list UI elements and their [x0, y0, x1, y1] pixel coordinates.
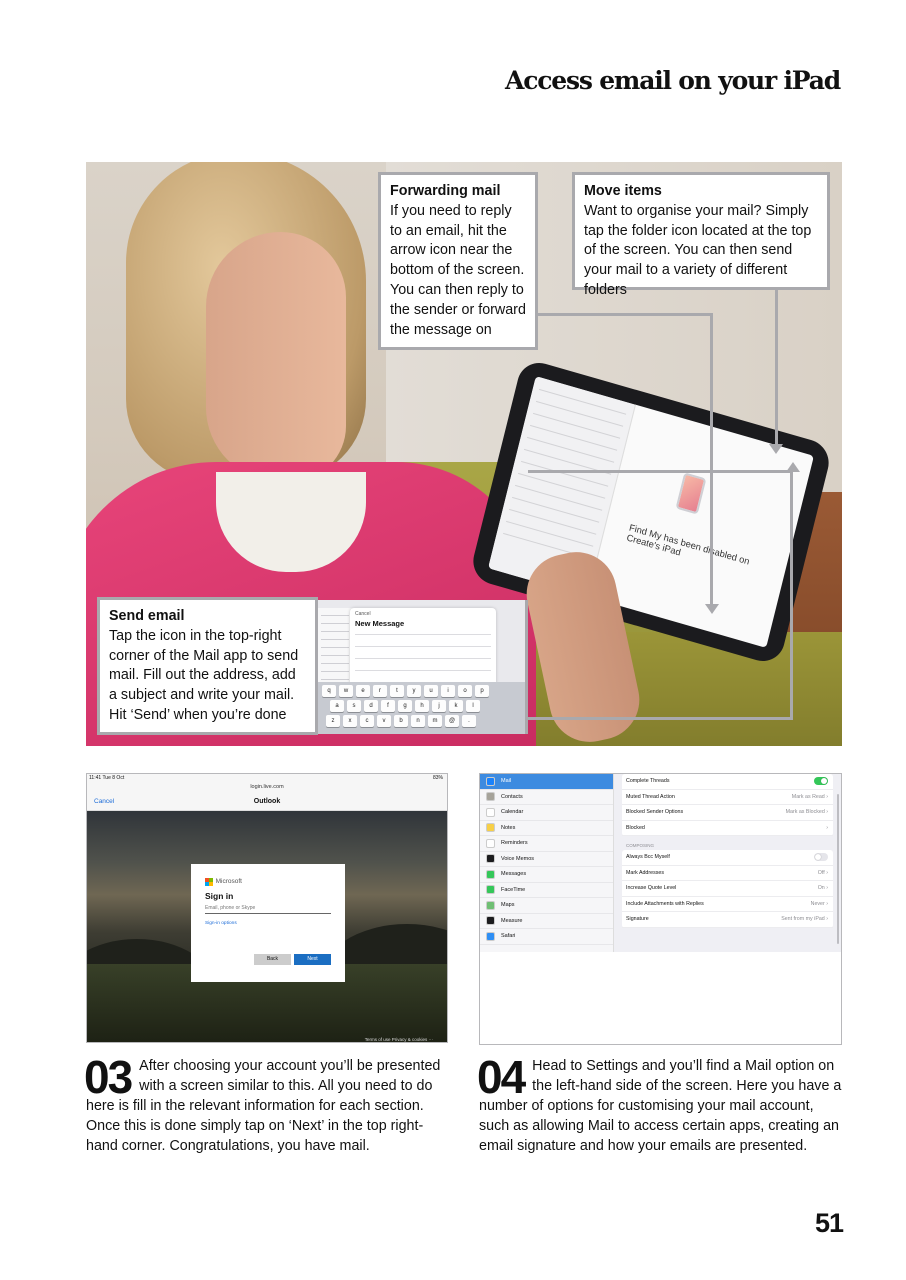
composing-group	[622, 850, 833, 928]
key-s[interactable]: s	[347, 700, 361, 712]
sidebar-item-voice-memos[interactable]	[480, 852, 613, 868]
setting-increase-quote-level[interactable]	[622, 881, 833, 897]
callout-body: Tap the icon in the top-right corner of the Mail app to send mail. Fill out the address, add a subject and write your mail. Hit ‘Send’ when you’re done	[109, 627, 299, 723]
sidebar-item-reminders[interactable]	[480, 836, 613, 852]
key-k[interactable]: k	[449, 700, 463, 712]
key-g[interactable]: g	[398, 700, 412, 712]
cancel-button[interactable]: Cancel	[94, 798, 115, 805]
onscreen-keyboard	[318, 682, 528, 734]
step-text: Head to Settings and you’ll find a Mail option on the left-hand side of the screen. Here you have a number of options for customising your mail account, such as allowing Mail to access certain apps, creating an email signature and how your emails are presented.	[479, 1058, 842, 1154]
key-x[interactable]: x	[343, 715, 357, 727]
key-j[interactable]: j	[432, 700, 446, 712]
callout-heading: Forwarding mail	[390, 183, 501, 199]
setting-value: Mark as Blocked ›	[785, 809, 828, 816]
arrow-up-icon	[786, 462, 800, 472]
setting-value: ›	[826, 824, 828, 831]
key-y[interactable]: y	[407, 685, 421, 697]
reminders-icon	[486, 839, 495, 848]
url-bar[interactable]: login.live.com	[250, 784, 284, 790]
sidebar-item-label: Calendar	[501, 809, 524, 816]
callout-body: If you need to reply to an email, hit the arrow icon near the bottom of the screen. You can then reply to the sender or forward the message on	[390, 202, 526, 338]
sidebar-item-notes[interactable]	[480, 821, 613, 837]
callout-send-email	[97, 597, 318, 735]
callout-heading: Send email	[109, 608, 185, 624]
setting-label: Mark Addresses	[626, 869, 664, 876]
mail-icon	[486, 777, 495, 786]
mail-settings-pane	[613, 774, 841, 952]
connector-move	[775, 290, 778, 444]
messages-icon	[486, 870, 495, 879]
toggle-switch[interactable]	[814, 777, 828, 785]
sidebar-item-label: FaceTime	[501, 886, 526, 893]
key-v[interactable]: v	[377, 715, 391, 727]
signin-card	[191, 864, 345, 982]
woman-face	[206, 232, 346, 482]
setting-label: Complete Threads	[626, 778, 670, 785]
sidebar-item-contacts[interactable]	[480, 790, 613, 806]
threading-group	[622, 774, 833, 836]
callout-body: Want to organise your mail? Simply tap the folder icon located at the top of the screen. You can then send your mail to a variety of different folders	[584, 202, 812, 298]
calendar-icon	[486, 808, 495, 817]
sidebar-item-measure[interactable]	[480, 914, 613, 930]
setting-label: Include Attachments with Replies	[626, 900, 704, 907]
setting-value: On ›	[817, 885, 828, 892]
setting-label: Muted Thread Action	[626, 793, 675, 800]
sidebar-item-label: Notes	[501, 824, 516, 831]
key-f[interactable]: f	[381, 700, 395, 712]
sidebar-item-calendar[interactable]	[480, 805, 613, 821]
cc-field[interactable]	[355, 646, 491, 647]
signin-options-link[interactable]: Sign-in options	[205, 920, 237, 926]
voice-memos-icon	[486, 854, 495, 863]
key-c[interactable]: c	[360, 715, 374, 727]
setting-muted-thread-action[interactable]	[622, 790, 833, 806]
setting-label: Blocked Sender Options	[626, 809, 684, 816]
scrollbar[interactable]	[837, 794, 839, 944]
sidebar-item-label: Contacts	[501, 793, 523, 800]
step-03	[84, 1051, 448, 1156]
subject-field[interactable]	[355, 658, 491, 659]
key-t[interactable]: t	[390, 685, 404, 697]
mail-settings-screenshot	[479, 773, 842, 1045]
battery-status: 83%	[432, 775, 443, 781]
signin-heading: Sign in	[205, 890, 234, 901]
setting-value: Never ›	[810, 900, 828, 907]
microsoft-logo	[205, 878, 331, 886]
key-d[interactable]: d	[364, 700, 378, 712]
key-h[interactable]: h	[415, 700, 429, 712]
sidebar-item-label: Reminders	[501, 840, 528, 847]
outlook-signin-screenshot	[86, 773, 448, 1043]
body-field[interactable]	[355, 670, 491, 671]
measure-icon	[486, 916, 495, 925]
key-p[interactable]: p	[475, 685, 489, 697]
key-l[interactable]: l	[466, 700, 480, 712]
key-z[interactable]: z	[326, 715, 340, 727]
logo-square	[205, 882, 209, 886]
logo-square	[205, 878, 209, 882]
setting-label: Increase Quote Level	[626, 885, 677, 892]
sidebar-item-mail[interactable]	[480, 774, 613, 790]
keyboard-row	[322, 700, 524, 712]
step-text: After choosing your account you’ll be presented with a screen similar to this. All you need to do here is fill in the relevant information for each section. Once this is done simply tap on ‘Next’ in the top right-hand corner. Congratulations, you have mail.	[86, 1058, 441, 1154]
setting-label: Always Bcc Myself	[626, 854, 670, 861]
microsoft-logo-icon	[205, 878, 213, 886]
setting-mark-addresses[interactable]	[622, 866, 833, 882]
email-field[interactable]: Email, phone or Skype	[205, 905, 331, 914]
sidebar-item-messages[interactable]	[480, 867, 613, 883]
setting-include-attachments-with-replies[interactable]	[622, 897, 833, 913]
keyboard-row	[322, 715, 524, 727]
logo-square	[209, 878, 213, 882]
key-u[interactable]: u	[424, 685, 438, 697]
key-i[interactable]: i	[441, 685, 455, 697]
key-.[interactable]: .	[462, 715, 476, 727]
logo-square	[209, 882, 213, 886]
setting-value: Mark as Read ›	[791, 793, 828, 800]
contacts-icon	[486, 792, 495, 801]
setting-blocked-sender-options[interactable]	[622, 805, 833, 821]
sidebar-item-maps[interactable]	[480, 898, 613, 914]
setting-blocked[interactable]	[622, 821, 833, 837]
setting-complete-threads[interactable]	[622, 774, 833, 790]
callout-forwarding-mail	[378, 172, 538, 350]
sidebar-item-label: Messages	[501, 871, 527, 878]
mailbox-sidebar	[318, 608, 352, 684]
browser-bar	[87, 774, 447, 811]
setting-value: Sent from my iPad ›	[781, 916, 828, 923]
toggle-switch[interactable]	[814, 853, 828, 861]
page-title: Access email on your iPad	[505, 66, 840, 95]
sidebar-item-facetime[interactable]	[480, 883, 613, 899]
setting-value: Off ›	[817, 869, 828, 876]
facetime-icon	[486, 885, 495, 894]
key-r[interactable]: r	[373, 685, 387, 697]
compose-title: New Message	[355, 619, 405, 628]
cancel-button[interactable]: Cancel	[355, 611, 371, 617]
back-button[interactable]: Back	[254, 954, 291, 965]
key-e[interactable]: e	[356, 685, 370, 697]
sidebar-item-label: Mail	[501, 778, 512, 785]
callout-heading: Move items	[584, 183, 662, 199]
sidebar-item-label: Maps	[501, 902, 515, 909]
keyboard-row	[322, 685, 524, 697]
status-time: 11:41 Tue 8 Oct	[89, 775, 125, 781]
ipad-email-headline: Find My has been disabled on Create's iPad	[625, 522, 751, 568]
notes-icon	[486, 823, 495, 832]
setting-label: Blocked	[626, 824, 645, 831]
new-message-screenshot	[318, 600, 528, 734]
app-title: Outlook	[253, 798, 281, 805]
sidebar-item-safari[interactable]	[480, 929, 613, 945]
safari-icon	[486, 932, 495, 941]
key-b[interactable]: b	[394, 715, 408, 727]
step-number: 03	[84, 1051, 132, 1103]
sidebar-item-label: Measure	[501, 917, 523, 924]
sidebar-item-label: Safari	[501, 933, 516, 940]
key-w[interactable]: w	[339, 685, 353, 697]
setting-always-bcc-myself[interactable]	[622, 850, 833, 866]
setting-label: Signature	[626, 916, 649, 923]
settings-sidebar	[480, 774, 613, 952]
key-q[interactable]: q	[322, 685, 336, 697]
key-n[interactable]: n	[411, 715, 425, 727]
key-@[interactable]: @	[445, 715, 459, 727]
section-header: COMPOSING	[626, 843, 655, 848]
step-04	[477, 1051, 843, 1156]
callout-move-items	[572, 172, 830, 298]
compose-sheet	[350, 608, 496, 684]
sidebar-item-label: Voice Memos	[501, 855, 535, 862]
key-m[interactable]: m	[428, 715, 442, 727]
maps-icon	[486, 901, 495, 910]
to-field[interactable]	[355, 634, 491, 635]
step-number: 04	[477, 1051, 525, 1103]
arrow-down-icon	[769, 444, 783, 454]
key-o[interactable]: o	[458, 685, 472, 697]
next-button[interactable]: Next	[294, 954, 331, 965]
connector-send	[528, 470, 793, 720]
setting-signature[interactable]	[622, 912, 833, 928]
footer-links[interactable]: Terms of use Privacy & cookies ···	[364, 1037, 433, 1042]
brand-name: Microsoft	[215, 878, 242, 886]
key-a[interactable]: a	[330, 700, 344, 712]
page-number: 51	[814, 1208, 843, 1238]
